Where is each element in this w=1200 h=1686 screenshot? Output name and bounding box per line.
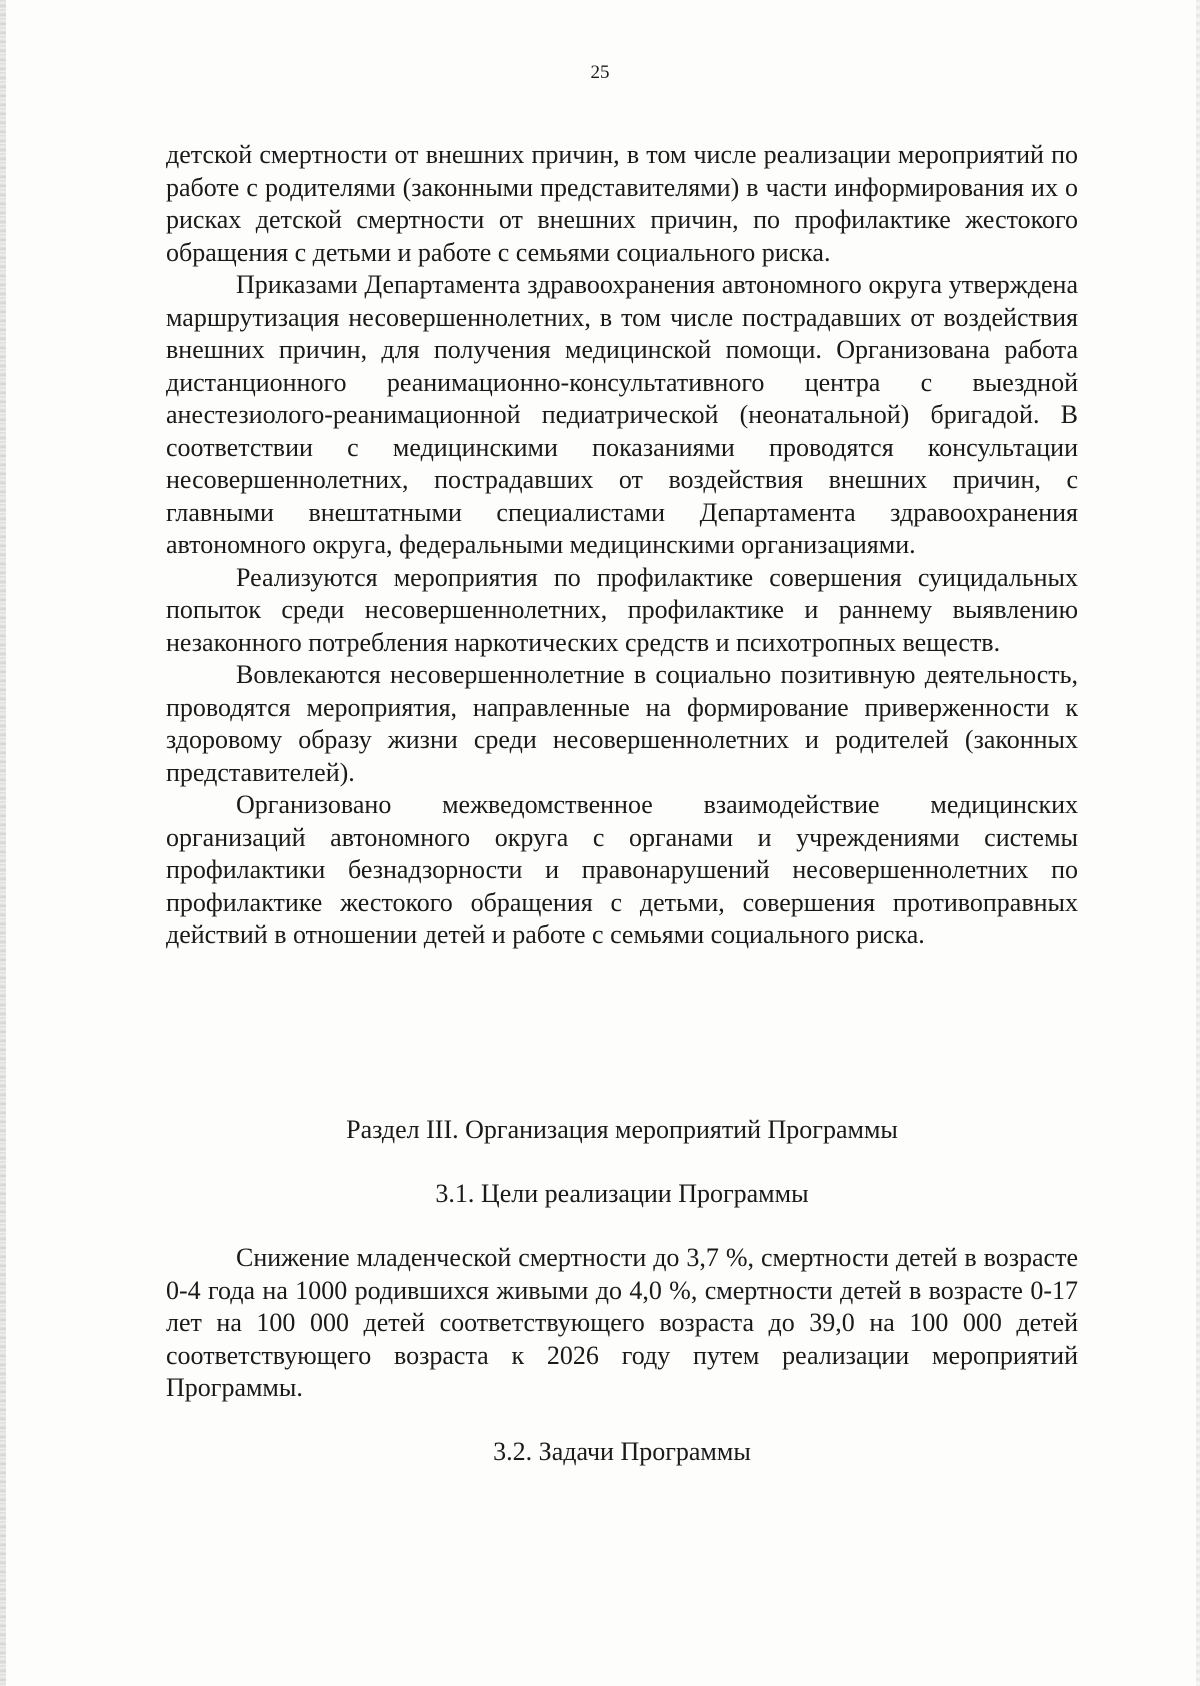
paragraph-interagency: Организовано межведомственное взаимодействие медицинских организаций автономного округа с органами и учреждениями системы профилактики безнадзорности и правонарушений несовершеннолетних по профилактике жестокого обращения с детьми, совершения противоправных действий в отношении детей и работе с семьями социального риска.: [166, 790, 1078, 949]
paragraph-suicide-prevention: Реализуются мероприятия по профилактике совершения суицидальных попыток среди несовершеннолетних, профилактике и раннему выявлению незаконного потребления наркотических средств и психотропных веществ.: [166, 562, 1078, 657]
scan-edge-left: [0, 0, 6, 1686]
tasks-heading: 3.2. Задачи Программы: [493, 1437, 751, 1466]
paragraph-continuation: детской смертности от внешних причин, в том числе реализации мероприятий по работе с родителями (законными представителями) в части информирования их о рисках детской смертности от внешних причин, по профилактике жестокого обращения с детьми и работе с семьями социального риска.: [166, 140, 1078, 267]
paragraph-goals: Снижение младенческой смертности до 3,7 %, смертности детей в возрасте 0-4 года на 1000 родившихся живыми до 4,0 %, смертности детей в возрасте 0-17 лет на 100 000 детей соответствующего возраста до 39,0 на 100 000 детей соответствующего возраста к 2026 году путем реализации мероприятий Программы.: [166, 1243, 1078, 1402]
paragraph-routing: Приказами Департамента здравоохранения автономного округа утверждена маршрутизация несовершеннолетних, в том числе пострадавших от воздействия внешних причин, для получения медицинской помощи. Организована работа дистанционного реанимационно-консультативного центра с выездной анестезиолого-реанимационной педиатрической (неонатальной) бригадой. В соответствии с медицинскими показаниями проводятся консультации несовершеннолетних, пострадавших от воздействия внешних причин, с главными внештатными специалистами Департамента здравоохранения автономного округа, федеральными медицинскими организациями.: [166, 270, 1078, 559]
section-heading: Раздел III. Организация мероприятий Программы: [346, 1115, 898, 1144]
paragraph-positive-activity: Вовлекаются несовершеннолетние в социально позитивную деятельность, проводятся мероприятия, направленные на формирование приверженности к здоровому образу жизни среди несовершеннолетних и родителей (законных представителей).: [166, 660, 1078, 787]
scan-edge-right: [1196, 0, 1200, 1686]
goals-heading: 3.1. Цели реализации Программы: [435, 1179, 809, 1208]
body-text-block-1: [166, 139, 1078, 952]
body-text-block-2: [166, 1242, 1078, 1405]
page-number: 25: [590, 62, 610, 83]
